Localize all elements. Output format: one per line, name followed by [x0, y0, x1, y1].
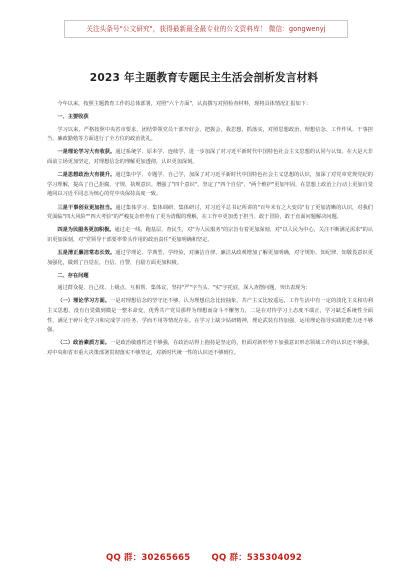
gain-item-4-lead: 四是为民服务更加积极。 [57, 227, 115, 234]
gain-item-3-text: 通过集体学习、集体调研、集体研讨，对习近平总书记所讲的"百年未有之大变局"有了更加清晰的认识，对我们党面临"四大风险""四大考验"的严峻复杂形势有了更为清醒的理解，在工作中更加勇于担当、敢于冒险，敢于直面问题解决问题。 [47, 204, 373, 221]
gain-item-5-lead: 五是清正廉洁常态长效。 [57, 250, 116, 257]
footer-qq-group-2: QQ 群：535304092 [211, 553, 302, 563]
footer-contacts [0, 551, 408, 563]
problem-item-1-lead: （一）理论学习方面。 [57, 298, 110, 305]
document-body [47, 100, 373, 362]
gain-item-1 [47, 148, 373, 167]
problem-item-2 [47, 339, 373, 358]
gain-item-1-text: 通过系统学、原本学、连续学，进一步加深了对习近平新时代中国特色社会主义思想的认同与认知。在大是大非面前立场更加坚定，对理想信念的理解更加透彻，认识更加深刻。 [47, 149, 373, 165]
footer-qq-group-1: QQ 群：30265665 [106, 553, 191, 563]
gain-item-3 [47, 204, 373, 223]
problem-item-1 [47, 297, 373, 335]
problem-item-1-text: 一是对理想信念的坚守还不够，认为理想信念比较抽象，共产主义比较遥远，工作生活中有一定的淡化主义和功利主义思想，没有自觉做到微是一整本命变，优秀共产党员那样为理想而奋斗不懈努力，二是在对待学习上态度不端正，学习缺乏系统性全面性，满足于碎片化学习和完成学习任务，学而不用等情况存在。在学习上缺少钻研精神，理论武装有待加强，运用理论指导实践的能力还不够强。 [47, 298, 373, 334]
gain-item-2-text: 通过集中学、专题学、自己学，加深了对习近平新时代中国特色社会主义思想的认识，加深了对党章党规党纪的学习理解，提高了自己拒腐、守规、执规意识。增强了"四个意识"、坚定了"四个自信"、"两个维护"更加牢固，在思想上政治上行动上更加自觉地同以习近平同志为核心的党中央保持高度一致。 [47, 172, 373, 198]
gain-item-2 [47, 171, 373, 200]
problems-summary-paragraph: 通过群众提、自己找、上级点、互相帮、集体议，坚持"严"字当头、"实"字托底，深入查摆问题，突出表现为： [57, 285, 311, 292]
gain-item-3-lead: 三是干事创业更加担当。 [57, 204, 116, 211]
gain-item-5-text: 通过学理论、学典型、学经验，对廉洁自律、廉洁从政观增加了解更加明确，对守规矩、知纪律、知敬畏意识更加强化，做到了自觉在，自信、自警，自励方面更加积极。 [47, 250, 373, 266]
problem-item-2-text: 一是政治敏感性还不够强，在政治站得上抱持是坚定的，但面对新形势下加强意识形态领域工作的认识还不够强，对中央和省市重大决策部署贯彻落实不够坚定，对新时代统一性的认识还不够到位。 [47, 340, 373, 356]
gain-item-5 [47, 249, 373, 268]
header-banner: 关注头条号"公文研究"，获得最新最全最专业的公文资料库！ 微信：gongwenyj [64, 20, 348, 38]
gain-item-4-text: 通过走一线、跑基层、查民生，对"为人民服务"的宗旨有着更加深刻、对"以人民为中心，关注不断满足需求"的认识更加深刻，对"党领导干部要率带头作用的政治责任"更加明确和坚定。 [47, 227, 373, 243]
gain-item-2-lead: 二是思想政治大有提升。 [57, 172, 116, 179]
problem-item-2-lead: （二）政治素质方面。 [57, 340, 110, 347]
gain-item-4 [47, 226, 373, 245]
section-heading-problems: 二、存在问题 [57, 272, 89, 279]
gain-item-1-lead: 一是理论学习大有收获。 [57, 149, 116, 156]
intro-paragraph: 今年以来，按照主题教育工作的总体部署，对照"六个方面"，认真撰写对照检查材料，现将具体情况汇报如下： [57, 101, 312, 107]
document-title: 2023 年主题教育专题民主生活会剖析发言材料 [89, 72, 319, 84]
gains-summary-paragraph: 学习以来，严格按照中央省市要求，团结带领党员干部开好会，把握会，我思想，抓落实，对照思想政治、理想信念、工作作风、干事担当、廉政勤勉等方面进行了全方位的政治洗礼。 [47, 126, 373, 143]
section-heading-gains: 一、主要收获 [57, 114, 89, 121]
